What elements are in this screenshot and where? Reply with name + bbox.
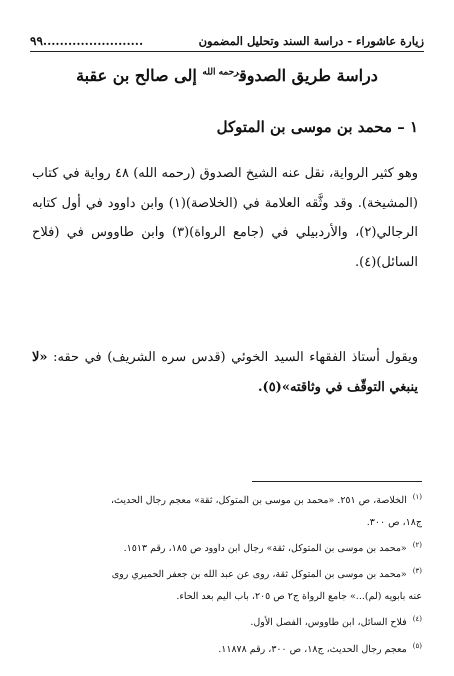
entry-heading: ١ – محمد بن موسى بن المتوكل	[216, 118, 418, 136]
footnote-1	[30, 486, 422, 534]
section-title-start: دراسة طريق الصدوق	[239, 66, 378, 85]
footnote-text: معجم رجال الحديث، ج١٨، ص ٣٠٠، رقم ١١٨٧٨.	[218, 643, 407, 655]
paragraph-2-text: ويقول أستاذ الفقهاء السيد الخوئي (قدس سره الشريف) في حقه:	[47, 350, 418, 365]
body-paragraph-1: وهو كثير الرواية، نقل عنه الشيخ الصدوق (رحمه الله) ٤٨ رواية في كتاب (المشيخة). وقد وثَّقه العلامة في (الخلاصة)(١) وابن داوود في أول كتابه الرجالي(٢)، والأردبيلي في (جامع الرواة)(٣) وابن طاووس في (فلاح السائل)(٤).	[32, 166, 418, 270]
footnote-continuation: ج١٨، ص ٣٠٠.	[366, 517, 422, 529]
quoted-statement: «لا ينبغي التوقّف في وثاقته»(٥).	[32, 350, 418, 395]
running-header-title: زيارة عاشوراء - دراسة السند وتحليل المضمون	[198, 34, 424, 48]
running-header	[30, 28, 424, 52]
footnote-number: (١)	[412, 493, 422, 501]
leader-dots: ........................	[42, 34, 144, 48]
footnote-2	[30, 534, 422, 560]
footnotes	[30, 486, 422, 661]
footnote-text: الخلاصة، ص ٢٥١. «محمد بن موسى بن المتوكل، ثقة» معجم رجال الحديث،	[110, 495, 407, 507]
honorific-symbol: رحمه الله	[202, 67, 240, 78]
footnote-5	[30, 635, 422, 661]
footnote-text: فلاح السائل، ابن طاووس، الفصل الأول.	[250, 617, 407, 629]
body-paragraph-2	[32, 343, 418, 402]
footnote-text: «محمد بن موسى بن المتوكل ثقة، روى عن عبد الله بن جعفر الحميري روى	[111, 569, 407, 581]
page-number: ٩٩	[30, 34, 43, 48]
page-number-group	[30, 34, 143, 48]
footnote-divider	[252, 481, 422, 482]
footnote-4	[30, 608, 422, 634]
footnote-text: «محمد بن موسى بن المتوكل، ثقة» رجال ابن داوود ص ١٨٥، رقم ١٥١٣.	[123, 543, 407, 555]
footnote-3	[30, 560, 422, 608]
footnote-number: (٤)	[412, 615, 422, 624]
footnote-number: (٥)	[412, 641, 422, 650]
footnote-number: (٢)	[412, 541, 422, 550]
section-title	[40, 66, 414, 85]
footnote-number: (٣)	[412, 567, 422, 576]
footnote-continuation: عنه بابويه (لم)...» جامع الرواة ج٢ ص ٢٠٥، باب اليم بعد الحاء.	[176, 591, 422, 603]
section-title-end: إلى صالح بن عقبة	[76, 66, 197, 85]
